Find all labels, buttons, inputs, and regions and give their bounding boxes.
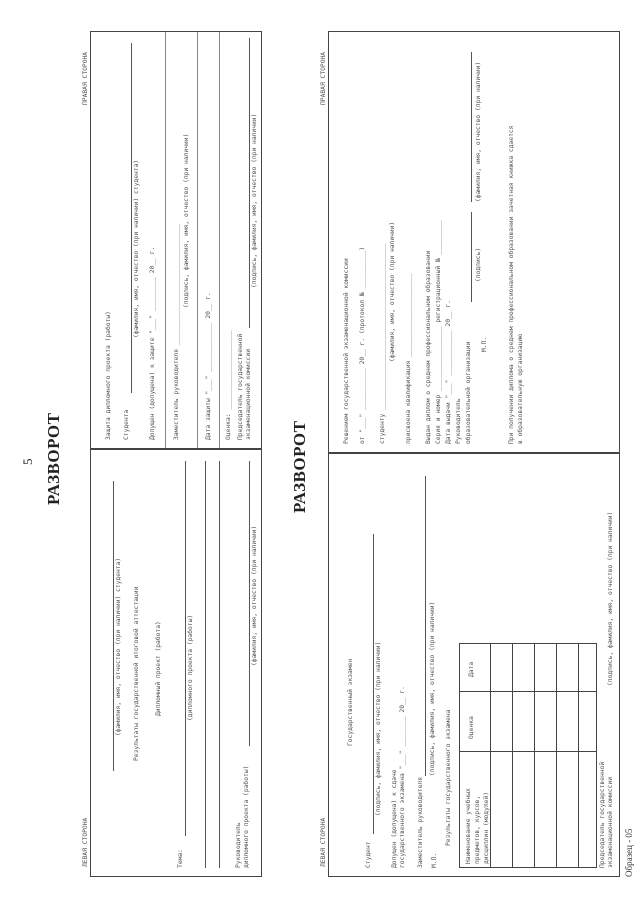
chair-line2-bottom: экзаменационной комиссии — [607, 777, 614, 868]
mp-stamp-left: М.П. — [431, 852, 438, 868]
top-left-form — [90, 449, 262, 877]
top-right-form — [90, 31, 262, 449]
results-state-exam: Результаты государственного экзамена — [445, 709, 452, 846]
table-row — [578, 644, 579, 867]
student-label-bottom: Студент — [365, 841, 372, 868]
admitted-line: Допущен (допущена) к защите "___" _________ 20__ г. — [149, 246, 156, 440]
diploma-line: Выдан диплом о среднем профессиональном образовании — [425, 250, 432, 444]
table-header-grade: Оценка — [468, 716, 475, 739]
page-number: 5 — [20, 458, 35, 465]
mp-stamp-right: М.П. — [481, 336, 488, 352]
admitted-line1: Допущен (допущена) к сдаче — [391, 769, 398, 868]
caption-chair-bottom: (подпись, фамилия, имя, отчество (при наличии) — [607, 511, 614, 686]
table-header-date: Дата — [468, 661, 475, 677]
chair-line2-top: экзаменационной комиссии — [245, 349, 252, 440]
director-line2: образовательной организации — [465, 341, 472, 444]
table-row — [556, 644, 557, 867]
sample-label: Образец - 05 — [624, 828, 634, 877]
caption-diploma: (дипломного проекта (работы) — [187, 614, 194, 721]
student-label-top: Студента — [123, 409, 130, 440]
chair-line1-top: Председатель государственной — [237, 333, 244, 440]
left-side-label-top: ЛЕВАЯ СТОРОНА — [82, 817, 89, 867]
table-header-subject: Наименование учебных предметов, курсов, дисциплин (модулей) — [465, 788, 490, 864]
chair-line1-bottom: Председатель государственной — [599, 761, 606, 868]
spread-header-top: РАЗВОРОТ — [44, 412, 63, 505]
admitted-line2: государственного экзамена "___" ________ 20__ г. — [399, 686, 406, 868]
left-side-label-bottom: ЛЕВАЯ СТОРОНА — [320, 817, 327, 867]
caption-name-student: (фамилия, имя, отчество (при наличии) студента) — [115, 557, 122, 736]
issue-date-line: Дата выдачи "___" ____________ 20__ г. — [445, 299, 452, 444]
caption-name-bottom: (подпись, фамилия, имя, отчество (при наличии) — [375, 641, 382, 816]
review-line: Защита дипломного проекта (работы) — [105, 311, 112, 440]
protocol-date-line: от "___" ___________ 20__ г. (протокол № __________) — [359, 246, 366, 444]
bottom-left-form — [328, 453, 620, 877]
caption-deputy-top: (подпись, фамилия, имя, отчество (при наличии) — [183, 133, 190, 308]
caption-name-top: (фамилия, имя, отчество (при наличии) студента) — [133, 159, 140, 338]
supervisor-line1: Руководитель — [235, 822, 242, 868]
results-table — [459, 643, 597, 868]
caption-supervisor: (фамилия, имя, отчество (при наличии) — [251, 525, 258, 666]
bottom-right-form — [328, 31, 620, 453]
results-title: Результаты государственной итоговой аттестации — [133, 586, 140, 761]
deputy-line-bottom: Заместитель руководителя — [417, 777, 424, 868]
series-line: Серия и номер _________________ регистрационный № _________ — [435, 220, 442, 444]
diploma-subtitle: Дипломный проект (работа) — [155, 621, 162, 716]
table-row — [512, 644, 513, 867]
caption-name-right: (фамилия, имя, отчество (при наличии) — [389, 221, 396, 362]
qualification-line: присвоена квалификация ______________________ — [405, 273, 412, 444]
student-line: студенту ____________________________________________ — [379, 243, 386, 444]
caption-deputy-bottom: (подпись, фамилия, имя, отчество (при наличии) — [429, 601, 436, 776]
state-exam-title: Государственный экзамен — [347, 658, 354, 746]
caption-fio: (фамилия, имя, отчество (при наличии) — [475, 61, 482, 202]
decision-line: Решением государственной экзаменационной комиссии — [343, 258, 350, 444]
deputy-line-top: Заместитель руководителя ________________________________ — [173, 223, 180, 440]
right-side-label-bottom: ПРАВАЯ СТОРОНА — [320, 51, 327, 105]
defense-date-line: Дата защиты "___" _____________ 20__ г. — [205, 292, 212, 440]
table-row — [490, 644, 491, 867]
return-note: При получении диплома о среднем профессиональном образовании зачетная книжка сдается в образовательную организацию — [508, 125, 524, 444]
caption-sign: (подпись) — [475, 247, 482, 282]
director-line1: Руководитель — [455, 398, 462, 444]
supervisor-line2: дипломного проекта (работы) — [243, 765, 250, 868]
grade-line: Оценка: _____________________ — [225, 330, 232, 440]
right-side-label-top: ПРАВАЯ СТОРОНА — [82, 51, 89, 105]
spread-header-bottom: РАЗВОРОТ — [290, 420, 309, 513]
table-row — [534, 644, 535, 867]
topic-label: Тема: — [177, 849, 184, 868]
caption-chair-top: (подпись, фамилия, имя, отчество (при наличии) — [251, 113, 258, 288]
